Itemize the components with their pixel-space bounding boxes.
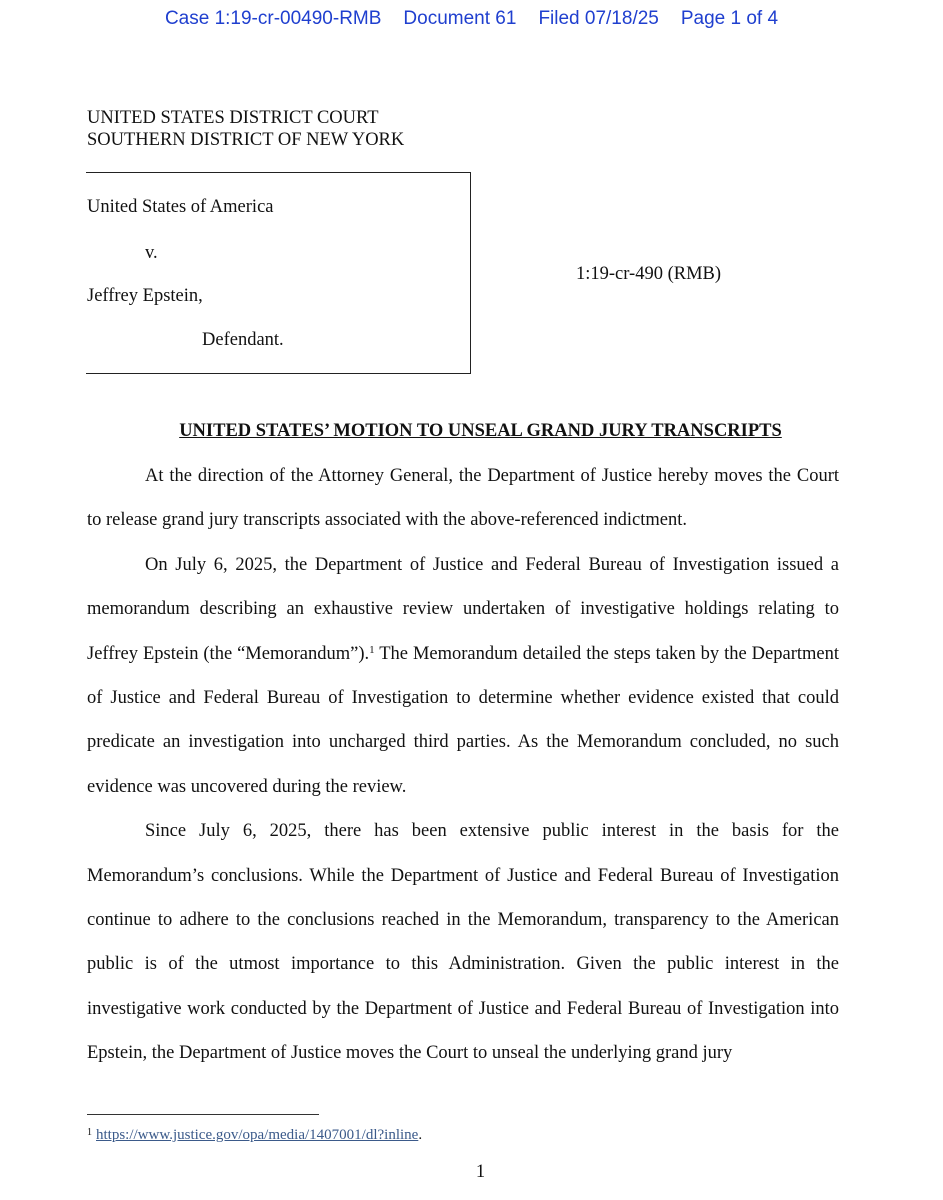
motion-body: [87, 454, 839, 1076]
footnote-link[interactable]: https://www.justice.gov/opa/media/1407001/dl?inline: [96, 1127, 419, 1143]
caption-versus: v.: [145, 243, 158, 263]
ecf-document-number: Document 61: [403, 8, 517, 29]
paragraph-3: Since July 6, 2025, there has been extensive public interest in the basis for the Memorandum’s conclusions. While the Department of Justice and Federal Bureau of Investigation continue to adhere to the conclusions reached in the Memorandum, transparency to the American public is of the utmost importance to this Administration. Given the public interest in the investigative work conducted by the Department of Justice and Federal Bureau of Investigation into Epstein, the Department of Justice moves the Court to unseal the underlying grand jury: [87, 821, 839, 1064]
paragraph-1: At the direction of the Attorney General, the Department of Justice hereby moves the Court to release grand jury transcripts associated with the above-referenced indictment.: [87, 466, 839, 531]
ecf-filing-header: [0, 8, 943, 30]
caption-plaintiff: United States of America: [87, 197, 274, 217]
ecf-page-count: Page 1 of 4: [680, 8, 779, 29]
footnote-reference[interactable]: 1: [369, 643, 375, 656]
footnote: [87, 1127, 422, 1144]
footnote-trailing: .: [418, 1127, 423, 1143]
paragraph-2-before-note: On July 6, 2025, the Department of Justice and Federal Bureau of Investigation issued a memorandum describing an exhaustive review undertaken of investigative holdings relating to Jeffrey Epstein (the “Memorandum”).: [87, 554, 839, 664]
paragraph-2: [87, 543, 839, 809]
page-number: 1: [475, 1162, 486, 1182]
paragraph-2-after-note: The Memorandum detailed the steps taken by the Department of Justice and Federal Bureau of Investigation to determine whether evidence existed that could predicate an investigation into uncharged third parties. As the Memorandum concluded, no such evidence was uncovered during the review.: [87, 643, 839, 797]
case-number: 1:19-cr-490 (RMB): [576, 264, 722, 284]
caption-defendant-name: Jeffrey Epstein,: [87, 286, 203, 306]
ecf-filed-date: Filed 07/18/25: [538, 8, 659, 29]
footnote-divider: [87, 1114, 319, 1115]
court-name: [87, 107, 404, 151]
ecf-case-number: Case 1:19-cr-00490-RMB: [164, 8, 382, 29]
motion-title: UNITED STATES’ MOTION TO UNSEAL GRAND JURY TRANSCRIPTS: [179, 421, 782, 441]
court-name-line-2: SOUTHERN DISTRICT OF NEW YORK: [87, 130, 405, 150]
caption-defendant-label: Defendant.: [202, 330, 284, 350]
court-name-line-1: UNITED STATES DISTRICT COURT: [87, 108, 379, 128]
footnote-marker: 1: [87, 1127, 92, 1138]
